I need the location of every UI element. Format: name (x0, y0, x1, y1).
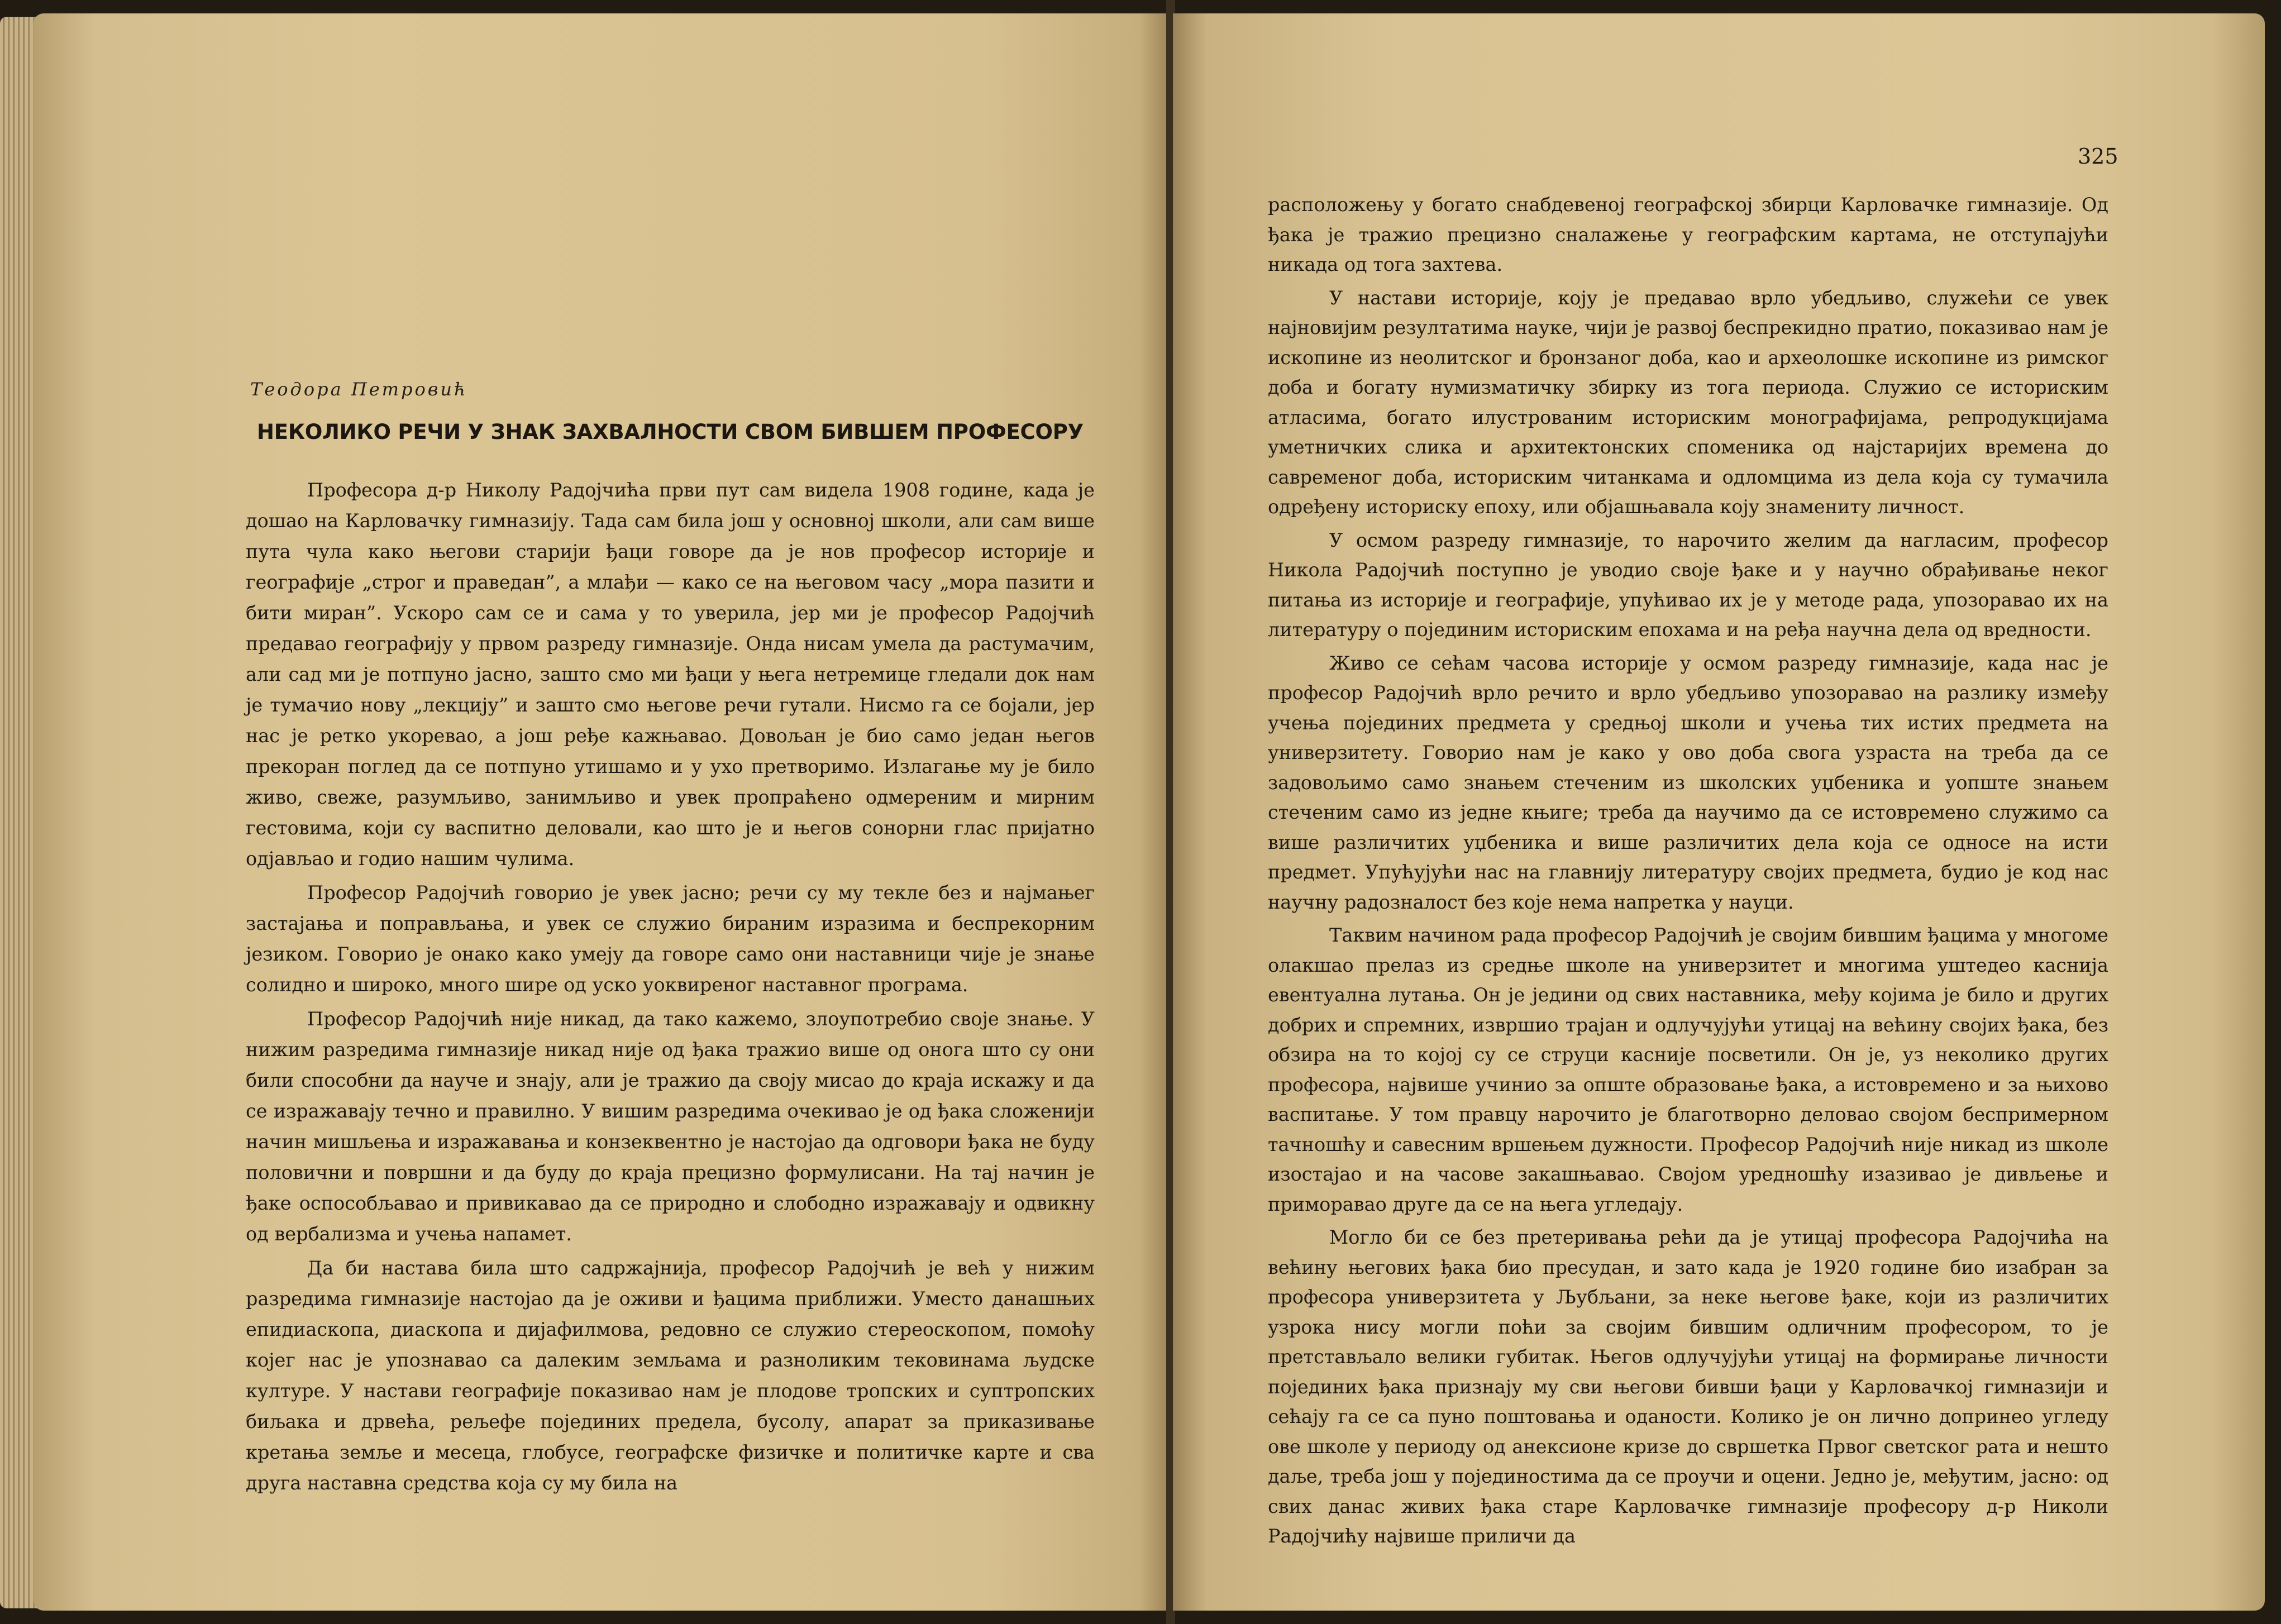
paragraph: У настави историје, коју је предавао врло убедљиво, служећи се увек најновијим резултатима науке, чији је развој беспрекидно пратио, показивао нам је ископине из неолитског и бронзаног доба, као и археолошке ископине из римског доба и богату нумизматичку збирку из тога периода. Служио се историским атласима, богато илустрованим историским монографијама, репродукцијама уметничких слика и архитектонских споменика од најстаријих времена до савременог доба, историским читанкама и одломцима из дела која су тумачила одређену историску епоху, или објашњавала коју знамениту личност. (1268, 286, 2108, 518)
page-edges (0, 17, 38, 1608)
paragraph: Таквим начином рада професор Радојчић је својим бившим ђацима у многоме олакшао прелаз из средње школе на универзитет и многима уштедео каснија евентуална лутања. Он је једини од свих наставника, међу којима је било и других добрих и спремних, извршио трајан и одлучујући утицај на већину својих ђака, без обзира на то којој су се струци касније посветили. Он је, уз неколико других професора, највише учинио за опште образовање ђака, а истовремено и за њихово васпитање. У том правцу нарочито је благотворно деловао својом беспримерном тачношћу и савесним вршењем дужности. Професор Радојчић није никад из школе изостајао и на часове закашњавао. Својом уредношћу изазивао је дивљење и приморавао друге да се на њега угледају. (1268, 924, 2108, 1215)
paragraph: Професор Радојчић није никад, да тако кажемо, злоупотребио своје знање. У нижим разредима гимназије никад није од ђака тражио више од онога што су они били способни да науче и знају, али је тражио да своју мисао до краја искажу и да се изражавају течно и правилно. У вишим разредима очекивао је од ђака сложенији начин мишљења и изражавања и конзеквентно је настојао да одговори ђака не буду половични и површни и да буду до краја прецизно формулисани. На тај начин је ђаке оспособљавао и привикавао да се природно и слободно изражавају и одвикну од вербализма и учења напамет. (246, 1008, 1095, 1245)
paragraph: Да би настава била што садржајнија, професор Радојчић је већ у нижим разредима гимназије настојао да је оживи и ђацима приближи. Уместо данашњих епидиаскопа, диаскопа и дијафилмова, редовно се служио стереоскопом, помоћу којег нас је упознавао са далеким земљама и разноликим тековинама људске културе. У настави географије показивао нам је плодове тропских и суптропских биљака и дрвећа, рељефе појединих предела, бусолу, апарат за приказивање кретања земље и месеца, глобусе, географске физичке и политичке карте и сва друга наставна средства која су му била на (246, 1257, 1095, 1494)
article-title: НЕКОЛИКО РЕЧИ У ЗНАК ЗАХВАЛНОСТИ СВОМ БИВШЕМ ПРОФЕСОРУ (257, 420, 1084, 444)
paragraph: расположењу у богато снабдевеној географској збирци Карловачке гимназије. Од ђака је тражио прецизно сналажење у географским картама, не отступајући никада од тога захтева. (1268, 194, 2108, 275)
paragraph: Могло би се без претеривања рећи да је утицај професора Радојчића на већину његових ђака био пресудан, и зато када је 1920 године био изабран за професора универзитета у Љубљани, за неке његове ђаке, који из различитих узрока нису могли поћи за својим бившим одличним професором, то је претстављало велики губитак. Његов одлучујући утицај на формирање личности појединих ђака признају му сви његови бивши ђаци у Карловачкој гимназији и сећају га се са пуно поштовања и оданости. Колико је он лично допринео угледу ове школе у периоду од анексионе кризе до свршетка Првог светског рата и нешто даље, треба још у појединостима да се проучи и оцени. Једно је, међутим, јасно: од свих данас живих ђака старе Карловачке гимназије професору д-р Николи Радојчићу највише приличи да (1268, 1226, 2108, 1547)
paragraph: Живо се сећам часова историје у осмом разреду гимназије, када нас је професор Радојчић врло речито и врло убедљиво упозоравао на разлику између учења појединих предмета у средњој школи и учења тих истих предмета на универзитету. Говорио нам је како у ово доба свога узраста на треба да се задовољимо само знањем стеченим из школских уџбеника и уопште знањем стеченим само из једне књиге; треба да научимо да се истовремено служимо са више различитих уџбеника и више различитих дела која се односе на исти предмет. Упућујући нас на главнију литературу својих предмета, будио је код нас научну радозналост без које нема напретка у науци. (1268, 652, 2108, 913)
paragraph: Професор Радојчић говорио је увек јасно; речи су му текле без и најмањег застајања и поправљања, и увек се служио бираним изразима и беспрекорним језиком. Говорио је онако како умеју да говоре само они наставници чије је знање солидно и широко, много шире од уско уоквиреног наставног програма. (246, 882, 1095, 996)
paragraph: У осмом разреду гимназије, то нарочито желим да нагласим, професор Никола Радојчић поступно је уводио своје ђаке и у научно обрађивање неког питања из историје и географије, упућивао их је у методе рада, упозоравао их на литературу о појединим историским епохама и на ређа научна дела од вредности. (1268, 529, 2108, 641)
paragraph: Професора д-р Николу Радојчића први пут сам видела 1908 године, када је дошао на Карловачку гимназију. Тада сам била још у основној школи, али сам више пута чула како његови старији ђаци говоре да је нов професор историје и географије „строг и праведан”, а млађи — како се на његовом часу „мора пазити и бити миран”. Ускоро сам се и сама у то уверила, јер ми је професор Радојчић предавао географију у првом разреду гимназије. Онда нисам умела да растумачим, али сад ми је потпуно јасно, зашто смо ми ђаци у њега нетремице гледали док нам је тумачио нову „лекцију” и зашто смо његове речи гутали. Нисмо га се бојали, јер нас је ретко укоревао, а још ређе кажњавао. Довољан је био само један његов прекоран поглед да се потпуно утишамо и у ухо претворимо. Излагање му је било живо, свеже, разумљиво, занимљиво и увек пропраћено одмереним и мирним гестовима, који су васпитно деловали, као што је и његов сонорни глас пријатно одјављао и годио нашим чулима. (246, 479, 1095, 870)
page-number: 325 (2078, 144, 2118, 169)
author-name: Теодора Петровић (250, 379, 468, 400)
right-page-text (1268, 190, 2108, 1555)
left-page-text (246, 475, 1095, 1502)
